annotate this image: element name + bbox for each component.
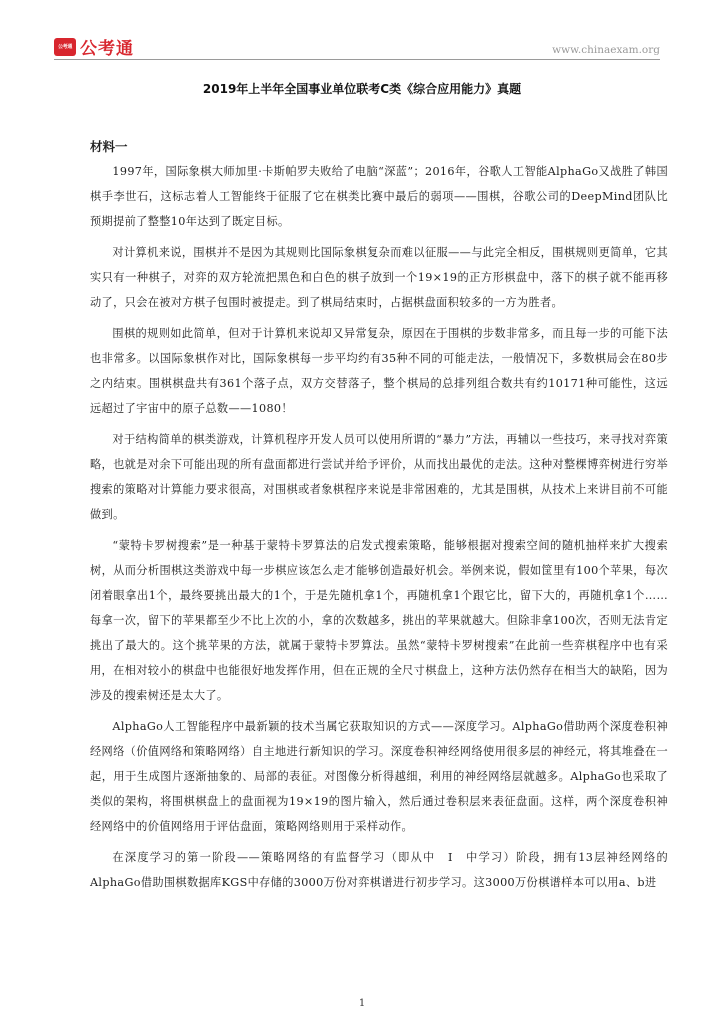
brand-logo[interactable] [54,34,134,59]
header-divider [54,59,660,60]
page-number: 1 [358,998,366,1009]
paragraph-4: 对于结构简单的棋类游戏，计算机程序开发人员可以使用所谓的“暴力”方法，再辅以一些技巧，来寻找对弈策略，也就是对余下可能出现的所有盘面都进行尝试并给予评价，从而找出最优的走法。这种对整棵博弈树进行穷举搜索的策略对计算能力要求很高，对围棋或者象棋程序来说是非常困难的，尤其是围棋，从技术上来讲目前不可能做到。 [90,433,668,521]
paragraph-2: 对计算机来说，围棋并不是因为其规则比国际象棋复杂而难以征服——与此完全相反，围棋规则更简单，它其实只有一种棋子，对弈的双方轮流把黑色和白色的棋子放到一个19×19的正方形棋盘中，落下的棋子就不能再移动了，只会在被对方棋子包围时被提走。到了棋局结束时，占据棋盘面积较多的一方为胜者。 [90,246,668,309]
paragraph-5: “蒙特卡罗树搜索”是一种基于蒙特卡罗算法的启发式搜索策略，能够根据对搜索空间的随机抽样来扩大搜索树，从而分析围棋这类游戏中每一步棋应该怎么走才能够创造最好机会。举例来说，假如筐里有100个苹果，每次闭着眼拿出1个，最终要挑出最大的1个，于是先随机拿1个，再随机拿1个跟它比，留下大的，再随机拿1个……每拿一次，留下的苹果都至少不比上次的小，拿的次数越多，挑出的苹果就越大。但除非拿100次，否则无法肯定挑出了最大的。这个挑苹果的方法，就属于蒙特卡罗算法。虽然“蒙特卡罗树搜索”在此前一些弈棋程序中也有采用，在相对较小的棋盘中也能很好地发挥作用，但在正规的全尺寸棋盘上，这种方法仍然存在相当大的缺陷，因为涉及的搜索树还是太大了。 [90,539,668,702]
logo-badge-icon: 公考通 [54,38,76,56]
paragraph-1: 1997年，国际象棋大师加里·卡斯帕罗夫败给了电脑“深蓝”；2016年，谷歌人工智能AlphaGo又战胜了韩国棋手李世石，这标志着人工智能终于征服了它在棋类比赛中最后的弱项——围棋，谷歌公司的DeepMind团队比预期提前了整整10年达到了既定目标。 [90,165,668,228]
document-body [90,159,668,901]
paragraph-3: 围棋的规则如此简单，但对于计算机来说却又异常复杂，原因在于围棋的步数非常多，而且每一步的可能下法也非常多。以国际象棋作对比，国际象棋每一步平均约有35种不同的可能走法，一般情况下，多数棋局会在80步之内结束。围棋棋盘共有361个落子点，双方交替落子，整个棋局的总排列组合数共有约10171种可能性，这远远超过了宇宙中的原子总数——1080！ [90,327,668,415]
document-title: 2019年上半年全国事业单位联考C类《综合应用能力》真题 [202,82,522,96]
section-heading: 材料一 [90,139,128,154]
logo-text: 公考通 [80,39,134,59]
page-header [0,0,724,62]
site-url-link[interactable]: www.chinaexam.org [552,44,660,56]
paragraph-7: 在深度学习的第一阶段——策略网络的有监督学习（即从中 I 中学习）阶段，拥有13层神经网络的AlphaGo借助围棋数据库KGS中存储的3000万份对弈棋谱进行初步学习。这3000万份棋谱样本可以用a、b进 [90,851,668,889]
paragraph-6: AlphaGo人工智能程序中最新颖的技术当属它获取知识的方式——深度学习。AlphaGo借助两个深度卷积神经网络（价值网络和策略网络）自主地进行新知识的学习。深度卷积神经网络使用很多层的神经元，将其堆叠在一起，用于生成图片逐渐抽象的、局部的表征。对图像分析得越细，利用的神经网络层就越多。AlphaGo也采取了类似的架构，将围棋棋盘上的盘面视为19×19的图片输入，然后通过卷积层来表征盘面。这样，两个深度卷积神经网络中的价值网络用于评估盘面，策略网络则用于采样动作。 [90,720,668,833]
